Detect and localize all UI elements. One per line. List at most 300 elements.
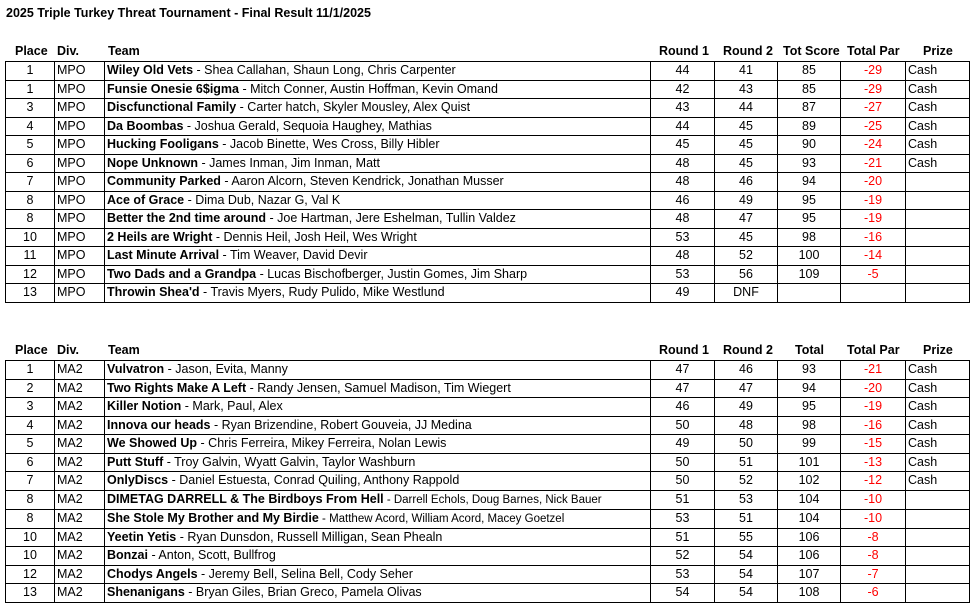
total-score-cell: 104	[778, 490, 841, 509]
place-cell: 10	[6, 547, 55, 566]
round2-cell: 45	[715, 136, 778, 155]
table-row	[6, 547, 970, 566]
place-cell: 5	[6, 435, 55, 454]
total-score-cell: 95	[778, 398, 841, 417]
header-total: Tot Score	[783, 44, 840, 58]
prize-cell	[906, 509, 970, 528]
prize-cell	[906, 247, 970, 266]
team-members: - Mark, Paul, Alex	[181, 399, 283, 414]
total-par-cell: -16	[841, 228, 906, 247]
prize-cell	[906, 228, 970, 247]
round2-cell: 46	[715, 361, 778, 380]
team-members: - Matthew Acord, William Acord, Macey Goetzel	[318, 512, 565, 525]
team-cell	[105, 99, 651, 118]
round1-cell: 47	[651, 361, 715, 380]
header-par: Total Par	[847, 44, 900, 58]
round2-cell: 45	[715, 117, 778, 136]
prize-cell: Cash	[906, 80, 970, 99]
header-round1: Round 1	[659, 343, 709, 357]
division-cell: MA2	[55, 490, 105, 509]
team-name: 2 Heils are Wright	[107, 229, 213, 244]
team-cell	[105, 191, 651, 210]
round1-cell: 53	[651, 228, 715, 247]
ma2-results-table	[5, 360, 970, 603]
round2-cell: 55	[715, 528, 778, 547]
team-cell	[105, 247, 651, 266]
round2-cell: 49	[715, 191, 778, 210]
round2-cell: 45	[715, 228, 778, 247]
team-name: Funsie Onesie 6$igma	[107, 81, 239, 96]
place-cell: 7	[6, 472, 55, 491]
prize-cell	[906, 191, 970, 210]
place-cell: 8	[6, 191, 55, 210]
round2-cell: 54	[715, 565, 778, 584]
team-members: - Jason, Evita, Manny	[164, 362, 288, 377]
header-team: Team	[108, 343, 140, 357]
round2-cell: DNF	[715, 284, 778, 303]
place-cell: 4	[6, 416, 55, 435]
total-par-cell: -21	[841, 154, 906, 173]
team-name: She Stole My Brother and My Birdie	[107, 510, 319, 525]
total-par-cell: -6	[841, 584, 906, 603]
mpo-header-row	[5, 42, 970, 60]
team-members: - Mitch Conner, Austin Hoffman, Kevin Omand	[239, 81, 498, 96]
total-par-cell: -12	[841, 472, 906, 491]
place-cell: 2	[6, 379, 55, 398]
round1-cell: 53	[651, 265, 715, 284]
total-par-cell: -14	[841, 247, 906, 266]
division-cell: MA2	[55, 528, 105, 547]
total-par-cell	[841, 284, 906, 303]
total-score-cell: 109	[778, 265, 841, 284]
round2-cell: 53	[715, 490, 778, 509]
team-name: Putt Stuff	[107, 454, 164, 469]
division-cell: MPO	[55, 62, 105, 81]
division-cell: MPO	[55, 99, 105, 118]
prize-cell: Cash	[906, 453, 970, 472]
prize-cell: Cash	[906, 472, 970, 491]
round1-cell: 53	[651, 509, 715, 528]
team-members: - Daniel Estuesta, Conrad Quiling, Anthony Rappold	[168, 473, 460, 488]
total-par-cell: -10	[841, 509, 906, 528]
round1-cell: 42	[651, 80, 715, 99]
division-cell: MA2	[55, 509, 105, 528]
team-name: Two Rights Make A Left	[107, 380, 247, 395]
place-cell: 8	[6, 490, 55, 509]
round2-cell: 54	[715, 584, 778, 603]
division-cell: MA2	[55, 398, 105, 417]
team-members: - Bryan Giles, Brian Greco, Pamela Olivas	[184, 585, 422, 600]
prize-cell: Cash	[906, 416, 970, 435]
table-row	[6, 154, 970, 173]
table-row	[6, 247, 970, 266]
team-cell	[105, 173, 651, 192]
place-cell: 3	[6, 99, 55, 118]
team-cell	[105, 379, 651, 398]
table-row	[6, 509, 970, 528]
team-members: - Ryan Dunsdon, Russell Milligan, Sean Phealn	[176, 529, 443, 544]
division-cell: MA2	[55, 361, 105, 380]
prize-cell	[906, 547, 970, 566]
prize-cell: Cash	[906, 379, 970, 398]
team-name: Throwin Shea'd	[107, 285, 200, 300]
table-row	[6, 435, 970, 454]
table-row	[6, 584, 970, 603]
team-name: Discfunctional Family	[107, 100, 237, 115]
header-place: Place	[15, 44, 48, 58]
team-members: - Carter hatch, Skyler Mousley, Alex Quist	[236, 100, 471, 115]
place-cell: 13	[6, 584, 55, 603]
header-total: Total	[795, 343, 824, 357]
team-name: Shenanigans	[107, 585, 185, 600]
table-row	[6, 117, 970, 136]
header-place: Place	[15, 343, 48, 357]
round1-cell: 49	[651, 435, 715, 454]
team-members: - Joe Hartman, Jere Eshelman, Tullin Valdez	[266, 211, 516, 226]
team-members: - Jacob Binette, Wes Cross, Billy Hibler	[218, 137, 440, 152]
prize-cell	[906, 565, 970, 584]
total-score-cell: 85	[778, 80, 841, 99]
place-cell: 8	[6, 509, 55, 528]
header-round2: Round 2	[723, 44, 773, 58]
round2-cell: 51	[715, 453, 778, 472]
round1-cell: 44	[651, 117, 715, 136]
round1-cell: 46	[651, 398, 715, 417]
prize-cell	[906, 584, 970, 603]
total-par-cell: -19	[841, 191, 906, 210]
team-members: - Darrell Echols, Doug Barnes, Nick Bauer	[383, 493, 602, 506]
table-row	[6, 472, 970, 491]
round1-cell: 50	[651, 472, 715, 491]
team-members: - Joshua Gerald, Sequoia Haughey, Mathias	[183, 118, 432, 133]
division-cell: MPO	[55, 191, 105, 210]
team-name: Community Parked	[107, 174, 221, 189]
total-score-cell: 107	[778, 565, 841, 584]
team-members: - Ryan Brizendine, Robert Gouveia, JJ Medina	[210, 417, 472, 432]
total-score-cell: 93	[778, 361, 841, 380]
place-cell: 4	[6, 117, 55, 136]
division-cell: MA2	[55, 453, 105, 472]
division-cell: MA2	[55, 379, 105, 398]
team-cell	[105, 490, 651, 509]
total-score-cell: 93	[778, 154, 841, 173]
place-cell: 13	[6, 284, 55, 303]
table-row	[6, 136, 970, 155]
total-score-cell: 104	[778, 509, 841, 528]
header-prize: Prize	[923, 343, 953, 357]
total-score-cell: 87	[778, 99, 841, 118]
total-score-cell: 99	[778, 435, 841, 454]
round2-cell: 51	[715, 509, 778, 528]
total-par-cell: -29	[841, 62, 906, 81]
total-par-cell: -29	[841, 80, 906, 99]
table-row	[6, 80, 970, 99]
round2-cell: 50	[715, 435, 778, 454]
place-cell: 8	[6, 210, 55, 229]
header-round1: Round 1	[659, 44, 709, 58]
division-cell: MA2	[55, 565, 105, 584]
round1-cell: 43	[651, 99, 715, 118]
total-par-cell: -19	[841, 398, 906, 417]
round1-cell: 45	[651, 136, 715, 155]
division-cell: MA2	[55, 416, 105, 435]
table-row	[6, 379, 970, 398]
team-cell	[105, 361, 651, 380]
round1-cell: 51	[651, 528, 715, 547]
round1-cell: 52	[651, 547, 715, 566]
total-score-cell: 101	[778, 453, 841, 472]
team-members: - Chris Ferreira, Mikey Ferreira, Nolan Lewis	[197, 436, 447, 451]
round2-cell: 47	[715, 379, 778, 398]
team-name: Two Dads and a Grandpa	[107, 266, 257, 281]
team-name: Killer Notion	[107, 399, 182, 414]
division-cell: MPO	[55, 154, 105, 173]
place-cell: 3	[6, 398, 55, 417]
division-cell: MPO	[55, 210, 105, 229]
division-cell: MPO	[55, 284, 105, 303]
total-par-cell: -24	[841, 136, 906, 155]
round1-cell: 48	[651, 210, 715, 229]
table-row	[6, 265, 970, 284]
total-par-cell: -8	[841, 547, 906, 566]
team-name: DIMETAG DARRELL & The Birdboys From Hell	[107, 491, 384, 506]
round1-cell: 48	[651, 154, 715, 173]
team-members: - Travis Myers, Rudy Pulido, Mike Westlund	[199, 285, 445, 300]
team-cell	[105, 265, 651, 284]
round2-cell: 45	[715, 154, 778, 173]
team-cell	[105, 528, 651, 547]
prize-cell: Cash	[906, 99, 970, 118]
table-row	[6, 173, 970, 192]
table-row	[6, 453, 970, 472]
total-score-cell: 94	[778, 379, 841, 398]
round2-cell: 43	[715, 80, 778, 99]
round1-cell: 48	[651, 173, 715, 192]
table-row	[6, 398, 970, 417]
place-cell: 12	[6, 565, 55, 584]
team-cell	[105, 117, 651, 136]
prize-cell	[906, 490, 970, 509]
prize-cell	[906, 284, 970, 303]
place-cell: 5	[6, 136, 55, 155]
round1-cell: 50	[651, 416, 715, 435]
place-cell: 12	[6, 265, 55, 284]
team-cell	[105, 398, 651, 417]
team-name: Wiley Old Vets	[107, 63, 194, 78]
page-title: 2025 Triple Turkey Threat Tournament - Final Result 11/1/2025	[6, 6, 371, 20]
team-members: - Lucas Bischofberger, Justin Gomes, Jim Sharp	[256, 266, 528, 281]
place-cell: 6	[6, 154, 55, 173]
team-name: Chodys Angels	[107, 566, 198, 581]
round1-cell: 50	[651, 453, 715, 472]
team-members: - James Inman, Jim Inman, Matt	[197, 155, 380, 170]
prize-cell: Cash	[906, 154, 970, 173]
total-score-cell: 106	[778, 547, 841, 566]
prize-cell: Cash	[906, 398, 970, 417]
team-members: - Aaron Alcorn, Steven Kendrick, Jonathan Musser	[220, 174, 504, 189]
total-score-cell: 94	[778, 173, 841, 192]
place-cell: 10	[6, 228, 55, 247]
prize-cell	[906, 528, 970, 547]
team-name: We Showed Up	[107, 436, 198, 451]
place-cell: 10	[6, 528, 55, 547]
team-name: Nope Unknown	[107, 155, 198, 170]
team-cell	[105, 154, 651, 173]
round2-cell: 52	[715, 247, 778, 266]
header-par: Total Par	[847, 343, 900, 357]
round1-cell: 53	[651, 565, 715, 584]
round2-cell: 54	[715, 547, 778, 566]
table-row	[6, 361, 970, 380]
team-cell	[105, 472, 651, 491]
table-row	[6, 228, 970, 247]
prize-cell	[906, 173, 970, 192]
team-cell	[105, 453, 651, 472]
division-cell: MPO	[55, 265, 105, 284]
team-cell	[105, 565, 651, 584]
round2-cell: 48	[715, 416, 778, 435]
header-div: Div.	[57, 44, 79, 58]
team-name: Da Boombas	[107, 118, 184, 133]
team-cell	[105, 284, 651, 303]
ma2-header-row	[5, 341, 970, 359]
division-cell: MPO	[55, 228, 105, 247]
round2-cell: 41	[715, 62, 778, 81]
total-par-cell: -20	[841, 173, 906, 192]
team-cell	[105, 228, 651, 247]
table-row	[6, 210, 970, 229]
table-row	[6, 416, 970, 435]
total-score-cell: 89	[778, 117, 841, 136]
team-cell	[105, 80, 651, 99]
total-par-cell: -21	[841, 361, 906, 380]
team-name: Hucking Fooligans	[107, 137, 219, 152]
division-cell: MA2	[55, 435, 105, 454]
place-cell: 7	[6, 173, 55, 192]
team-members: - Anton, Scott, Bullfrog	[147, 548, 276, 563]
total-par-cell: -13	[841, 453, 906, 472]
total-par-cell: -10	[841, 490, 906, 509]
total-par-cell: -20	[841, 379, 906, 398]
team-cell	[105, 435, 651, 454]
total-score-cell: 102	[778, 472, 841, 491]
total-score-cell: 98	[778, 416, 841, 435]
round1-cell: 46	[651, 191, 715, 210]
round1-cell: 51	[651, 490, 715, 509]
prize-cell: Cash	[906, 117, 970, 136]
round1-cell: 47	[651, 379, 715, 398]
total-score-cell: 95	[778, 191, 841, 210]
total-par-cell: -16	[841, 416, 906, 435]
place-cell: 1	[6, 62, 55, 81]
division-cell: MPO	[55, 117, 105, 136]
round2-cell: 46	[715, 173, 778, 192]
prize-cell: Cash	[906, 361, 970, 380]
round2-cell: 52	[715, 472, 778, 491]
prize-cell: Cash	[906, 136, 970, 155]
table-row	[6, 490, 970, 509]
team-name: Ace of Grace	[107, 192, 185, 207]
team-name: Vulvatron	[107, 362, 165, 377]
round2-cell: 49	[715, 398, 778, 417]
team-name: Better the 2nd time around	[107, 211, 267, 226]
team-cell	[105, 509, 651, 528]
total-par-cell: -27	[841, 99, 906, 118]
division-cell: MA2	[55, 584, 105, 603]
round2-cell: 47	[715, 210, 778, 229]
division-cell: MPO	[55, 247, 105, 266]
total-par-cell: -15	[841, 435, 906, 454]
round1-cell: 54	[651, 584, 715, 603]
division-cell: MA2	[55, 472, 105, 491]
total-score-cell	[778, 284, 841, 303]
division-cell: MA2	[55, 547, 105, 566]
total-score-cell: 98	[778, 228, 841, 247]
division-cell: MPO	[55, 136, 105, 155]
total-par-cell: -19	[841, 210, 906, 229]
place-cell: 6	[6, 453, 55, 472]
header-div: Div.	[57, 343, 79, 357]
prize-cell	[906, 210, 970, 229]
header-round2: Round 2	[723, 343, 773, 357]
team-members: - Jeremy Bell, Selina Bell, Cody Seher	[197, 566, 413, 581]
division-cell: MPO	[55, 80, 105, 99]
team-members: - Shea Callahan, Shaun Long, Chris Carpenter	[193, 63, 456, 78]
team-members: - Dima Dub, Nazar G, Val K	[184, 192, 341, 207]
team-name: Yeetin Yetis	[107, 529, 177, 544]
team-members: - Troy Galvin, Wyatt Galvin, Taylor Washburn	[163, 454, 416, 469]
team-cell	[105, 584, 651, 603]
round2-cell: 44	[715, 99, 778, 118]
team-name: Bonzai	[107, 548, 148, 563]
total-score-cell: 90	[778, 136, 841, 155]
table-row	[6, 528, 970, 547]
table-row	[6, 565, 970, 584]
place-cell: 1	[6, 361, 55, 380]
mpo-results-table	[5, 61, 970, 303]
total-par-cell: -8	[841, 528, 906, 547]
header-prize: Prize	[923, 44, 953, 58]
total-score-cell: 100	[778, 247, 841, 266]
team-members: - Randy Jensen, Samuel Madison, Tim Wiegert	[246, 380, 511, 395]
table-row	[6, 284, 970, 303]
team-cell	[105, 547, 651, 566]
total-par-cell: -5	[841, 265, 906, 284]
round1-cell: 44	[651, 62, 715, 81]
total-score-cell: 108	[778, 584, 841, 603]
team-name: Innova our heads	[107, 417, 211, 432]
team-cell	[105, 210, 651, 229]
total-par-cell: -25	[841, 117, 906, 136]
place-cell: 1	[6, 80, 55, 99]
team-cell	[105, 62, 651, 81]
table-row	[6, 191, 970, 210]
total-score-cell: 95	[778, 210, 841, 229]
team-cell	[105, 416, 651, 435]
team-name: Last Minute Arrival	[107, 248, 220, 263]
round1-cell: 48	[651, 247, 715, 266]
round2-cell: 56	[715, 265, 778, 284]
prize-cell: Cash	[906, 435, 970, 454]
header-team: Team	[108, 44, 140, 58]
team-name: OnlyDiscs	[107, 473, 169, 488]
total-score-cell: 106	[778, 528, 841, 547]
place-cell: 11	[6, 247, 55, 266]
round1-cell: 49	[651, 284, 715, 303]
division-cell: MPO	[55, 173, 105, 192]
prize-cell: Cash	[906, 62, 970, 81]
team-cell	[105, 136, 651, 155]
